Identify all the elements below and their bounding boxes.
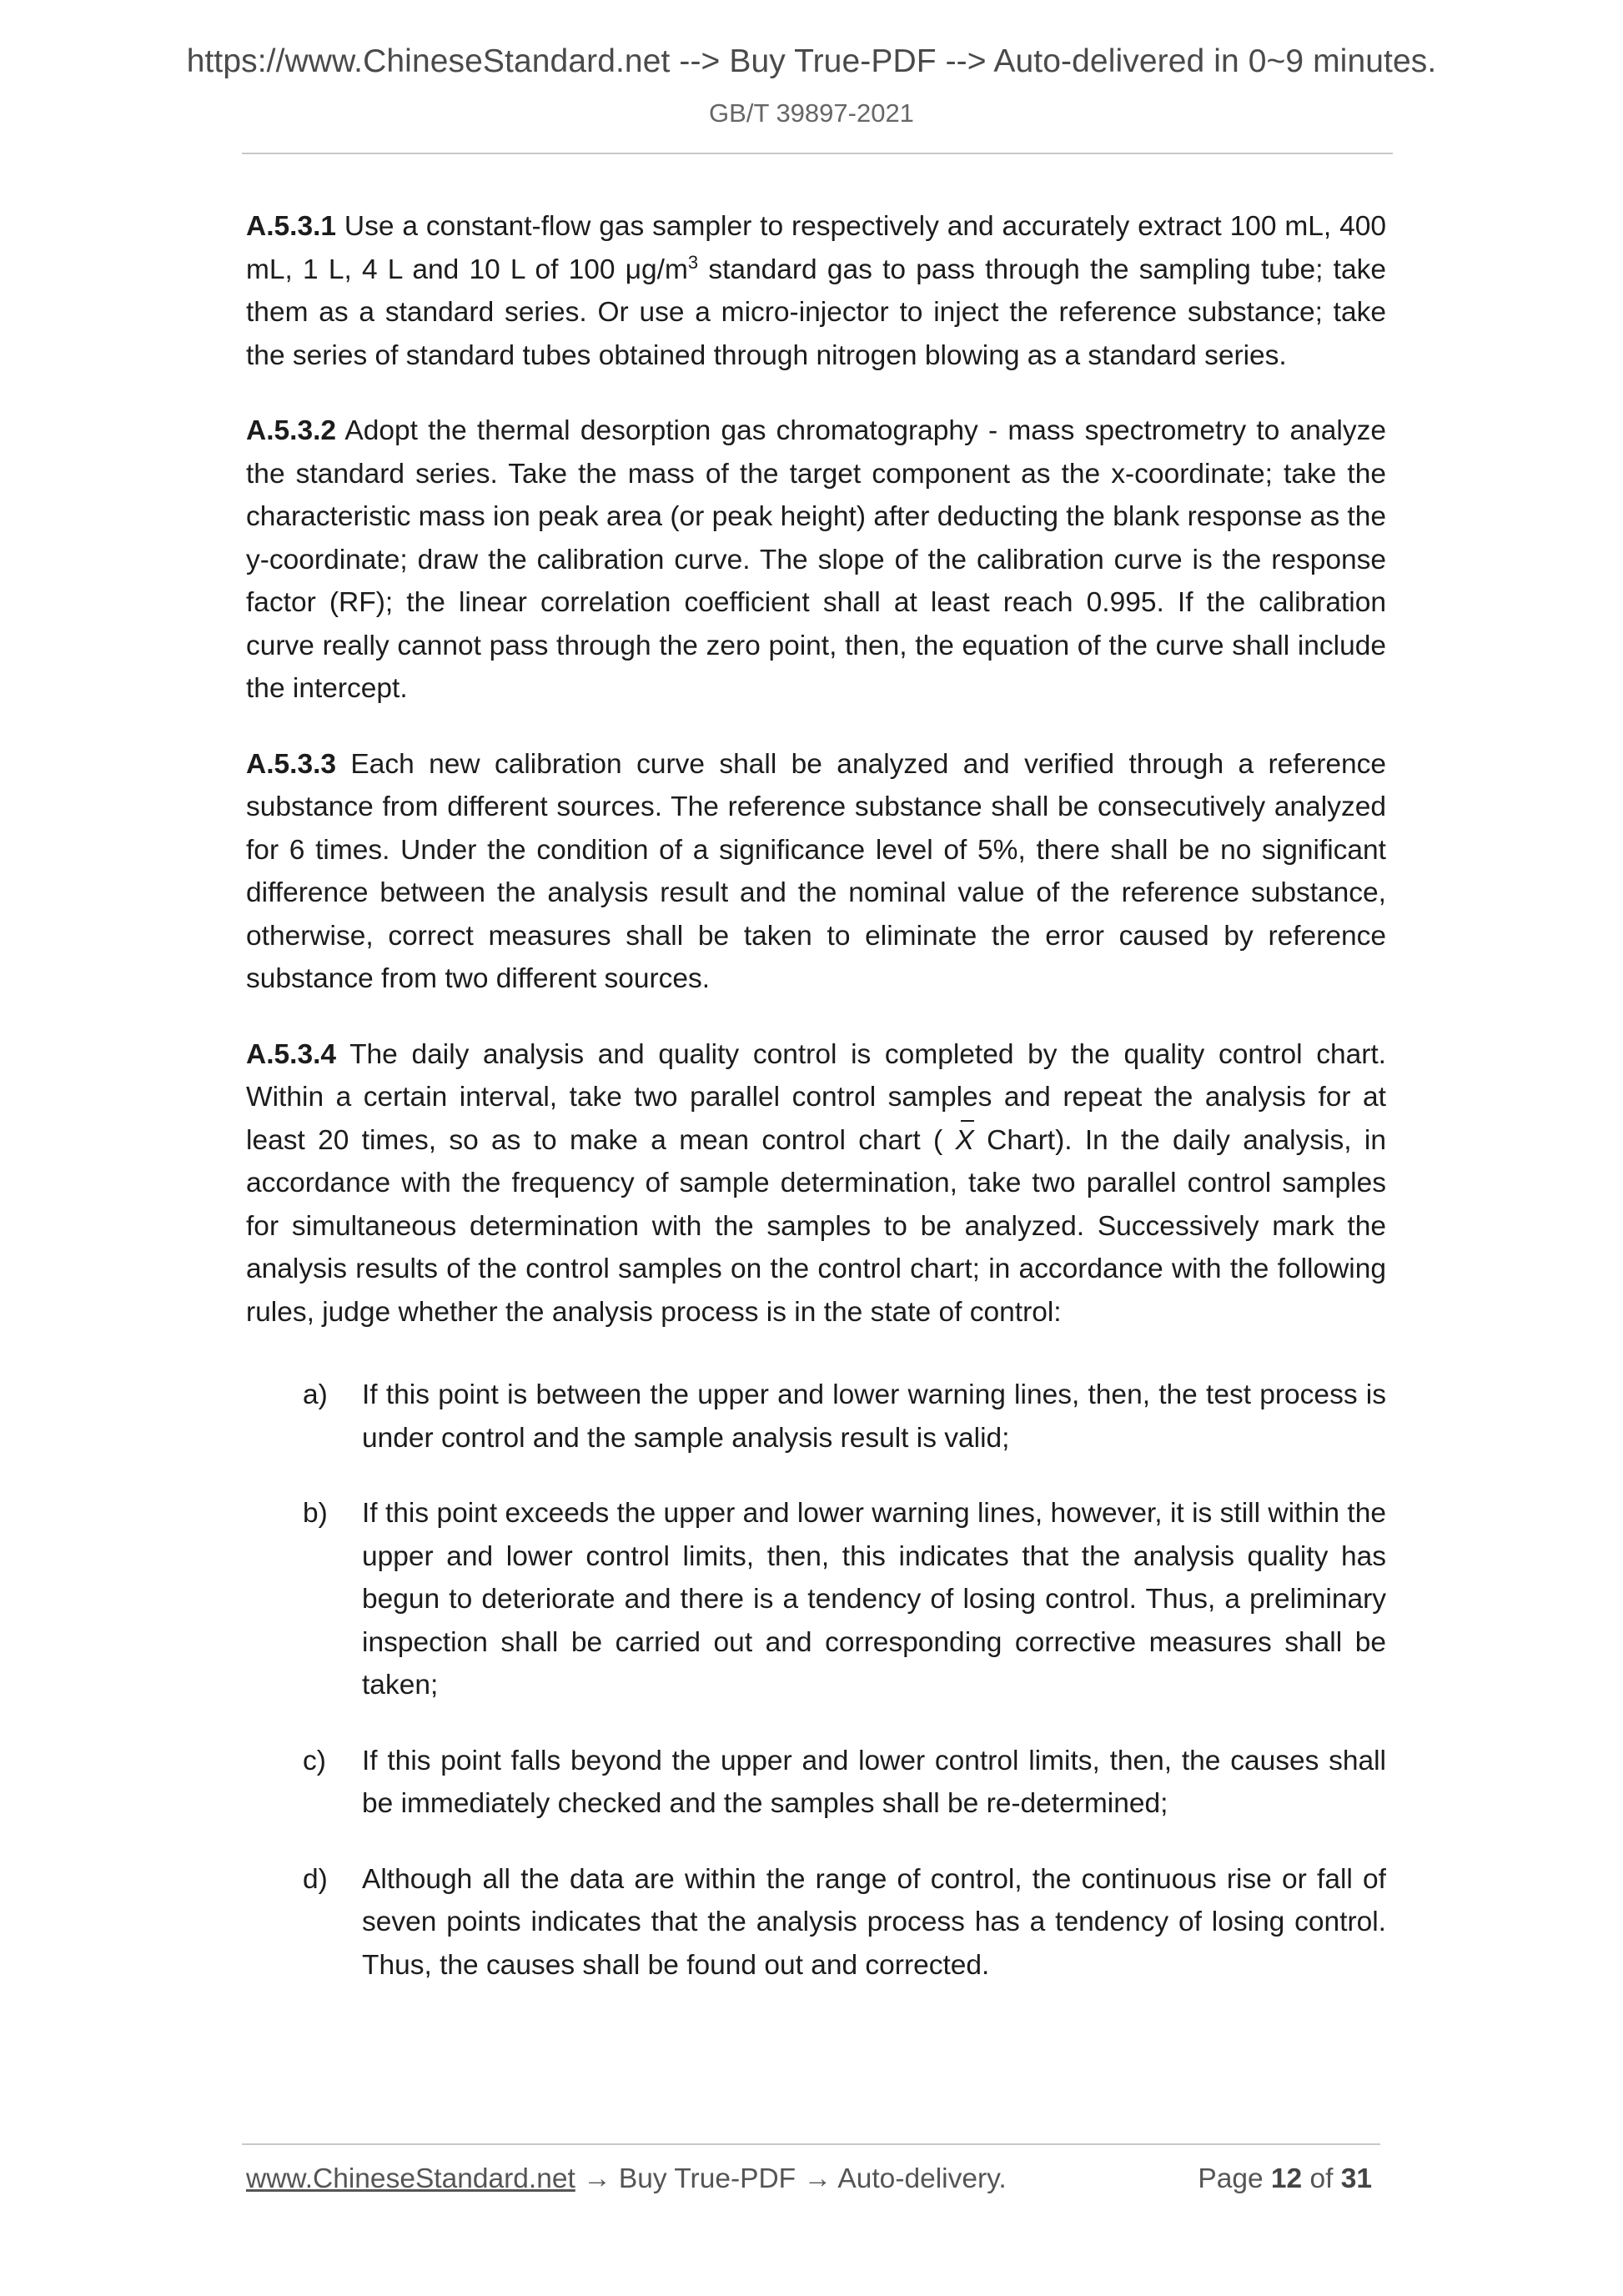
list-marker: a) <box>303 1379 328 1410</box>
page-of: of <box>1302 2163 1341 2194</box>
rule-text: If this point falls beyond the upper and lower control limits, then, the causes shall be immediately checked and the samples shall be re-determined; <box>362 1745 1386 1819</box>
rule-item <box>246 1858 1386 1987</box>
page-total: 31 <box>1340 2163 1372 2194</box>
rule-text: Although all the data are within the range of control, the continuous rise or fall of seven points indicates that the analysis process has a tendency of losing control. Thus, the causes shall be found out and corrected. <box>362 1863 1386 1981</box>
document-body <box>246 205 1386 2019</box>
source-banner: https://www.ChineseStandard.net --> Buy True-PDF --> Auto-delivered in 0~9 minutes. <box>186 43 1437 79</box>
rule-text: If this point exceeds the upper and lower warning lines, however, it is still within the upper and lower control limits, then, this indicates that the analysis quality has begun to deteriorate and there is a tendency of losing control. Thus, a preliminary inspection shall be carried out and corresponding corrective measures shall be taken; <box>362 1498 1386 1701</box>
superscript: 3 <box>687 251 699 273</box>
clause-a-5-3-1 <box>246 205 1386 377</box>
header-divider <box>242 153 1393 154</box>
rule-item <box>246 1492 1386 1707</box>
clause-number: A.5.3.4 <box>246 1038 337 1070</box>
clause-text: Adopt the thermal desorption gas chromatography - mass spectrometry to analyze the standard series. Take the mass of the target component as the x-coordinate; take the characteristic mass ion peak area (or peak height) after deducting the blank response as the y-coordinate; draw the calibration curve. The slope of the calibration curve is the response factor (RF); the linear correlation coefficient shall at least reach 0.995. If the calibration curve really cannot pass through the zero point, then, the equation of the curve shall include the intercept. <box>246 415 1386 704</box>
clause-a-5-3-4 <box>246 1033 1386 1334</box>
page-label: Page <box>1198 2163 1271 2194</box>
footer-tail: → Buy True-PDF → Auto-delivery. <box>575 2163 1007 2194</box>
clause-text-cont: Chart). In the daily analysis, in accordance with the frequency of sample determination, take two parallel control samples for simultaneous determination with the samples to be analyzed. Successively mark the analysis results of the control samples on the control chart; in accordance with the following rules, judge whether the analysis process is in the state of control: <box>246 1124 1386 1328</box>
list-marker: b) <box>303 1498 328 1529</box>
clause-text-cont: standard gas to pass through the sampling tube; take them as a standard series. Or use a micro-injector to inject the reference substance; take the series of standard tubes obtained through nitrogen blowing as a standard series. <box>246 254 1387 371</box>
footer-divider <box>242 2143 1380 2145</box>
clause-text: The daily analysis and quality control is completed by the quality control chart. Within a certain interval, take two parallel control samples and repeat the analysis for at least 20 times, so as to make a mean control chart ( <box>246 1038 1386 1156</box>
clause-text: Each new calibration curve shall be analyzed and verified through a reference substance from different sources. The reference substance shall be consecutively analyzed for 6 times. Under the condition of a significance level of 5%, there shall be no significant difference between the analysis result and the nominal value of the reference substance, otherwise, correct measures shall be taken to eliminate the error caused by reference substance from two different sources. <box>246 748 1386 994</box>
x-bar-symbol: X <box>955 1119 973 1163</box>
clause-number: A.5.3.1 <box>246 211 337 242</box>
rule-item <box>246 1740 1386 1826</box>
page-indicator <box>1198 2163 1372 2195</box>
clause-a-5-3-2 <box>246 409 1386 711</box>
clause-number: A.5.3.3 <box>246 748 337 780</box>
footer-promo <box>246 2163 1007 2195</box>
page-footer <box>246 2163 1380 2205</box>
clause-number: A.5.3.2 <box>246 415 337 446</box>
rule-text: If this point is between the upper and lower warning lines, then, the test process is under control and the sample analysis result is valid; <box>362 1379 1386 1454</box>
footer-site-link[interactable]: www.ChineseStandard.net <box>246 2163 575 2194</box>
rule-item <box>246 1374 1386 1459</box>
list-marker: d) <box>303 1863 328 1895</box>
list-marker: c) <box>303 1745 326 1776</box>
page-current: 12 <box>1270 2163 1303 2194</box>
clause-text: Use a constant-flow gas sampler to respectively and accurately extract 100 mL, 400 mL, 1 L, 4 L and 10 L of 100 μg/m <box>246 211 1386 285</box>
clause-a-5-3-3 <box>246 743 1386 1001</box>
standard-code: GB/T 39897-2021 <box>709 98 914 128</box>
